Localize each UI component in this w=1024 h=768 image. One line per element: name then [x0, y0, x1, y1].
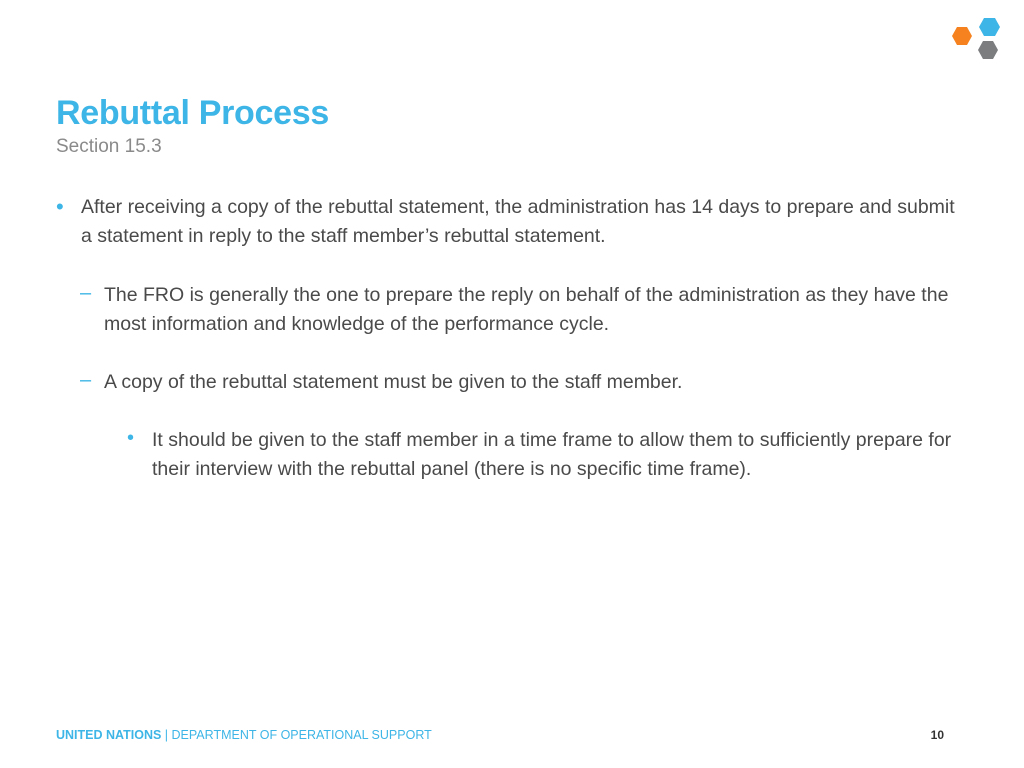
dash-icon: – — [80, 282, 92, 304]
bullet-text: It should be given to the staff member in a time frame to allow them to sufficiently prepare for their interview with the rebuttal panel (there is no specific time frame). — [152, 429, 952, 480]
dash-icon: – — [80, 369, 92, 391]
footer — [56, 728, 432, 742]
bullet-dot-icon: • — [56, 194, 64, 219]
footer-org: UNITED NATIONS — [56, 728, 162, 742]
page-subtitle: Section 15.3 — [56, 136, 162, 157]
bullet-text: The FRO is generally the one to prepare the reply on behalf of the administration as they have the most information and knowledge of the performance cycle. — [104, 284, 949, 335]
bullet-text: After receiving a copy of the rebuttal statement, the administration has 14 days to prepare and submit a statement in reply to the staff member’s rebuttal statement. — [81, 196, 955, 247]
footer-department: DEPARTMENT OF OPERATIONAL SUPPORT — [171, 728, 432, 742]
bullet-level-3 — [127, 426, 952, 484]
bullet-level-2 — [80, 281, 964, 339]
bullet-level-1 — [56, 193, 961, 251]
bullet-text: A copy of the rebuttal statement must be given to the staff member. — [104, 371, 683, 393]
bullet-level-2 — [80, 368, 964, 397]
bullet-dot-icon: • — [127, 427, 135, 449]
hexagon-cluster-logo-icon — [944, 16, 1010, 82]
page-title: Rebuttal Process — [56, 94, 329, 132]
page-number: 10 — [930, 728, 944, 742]
footer-separator: | — [161, 728, 172, 742]
